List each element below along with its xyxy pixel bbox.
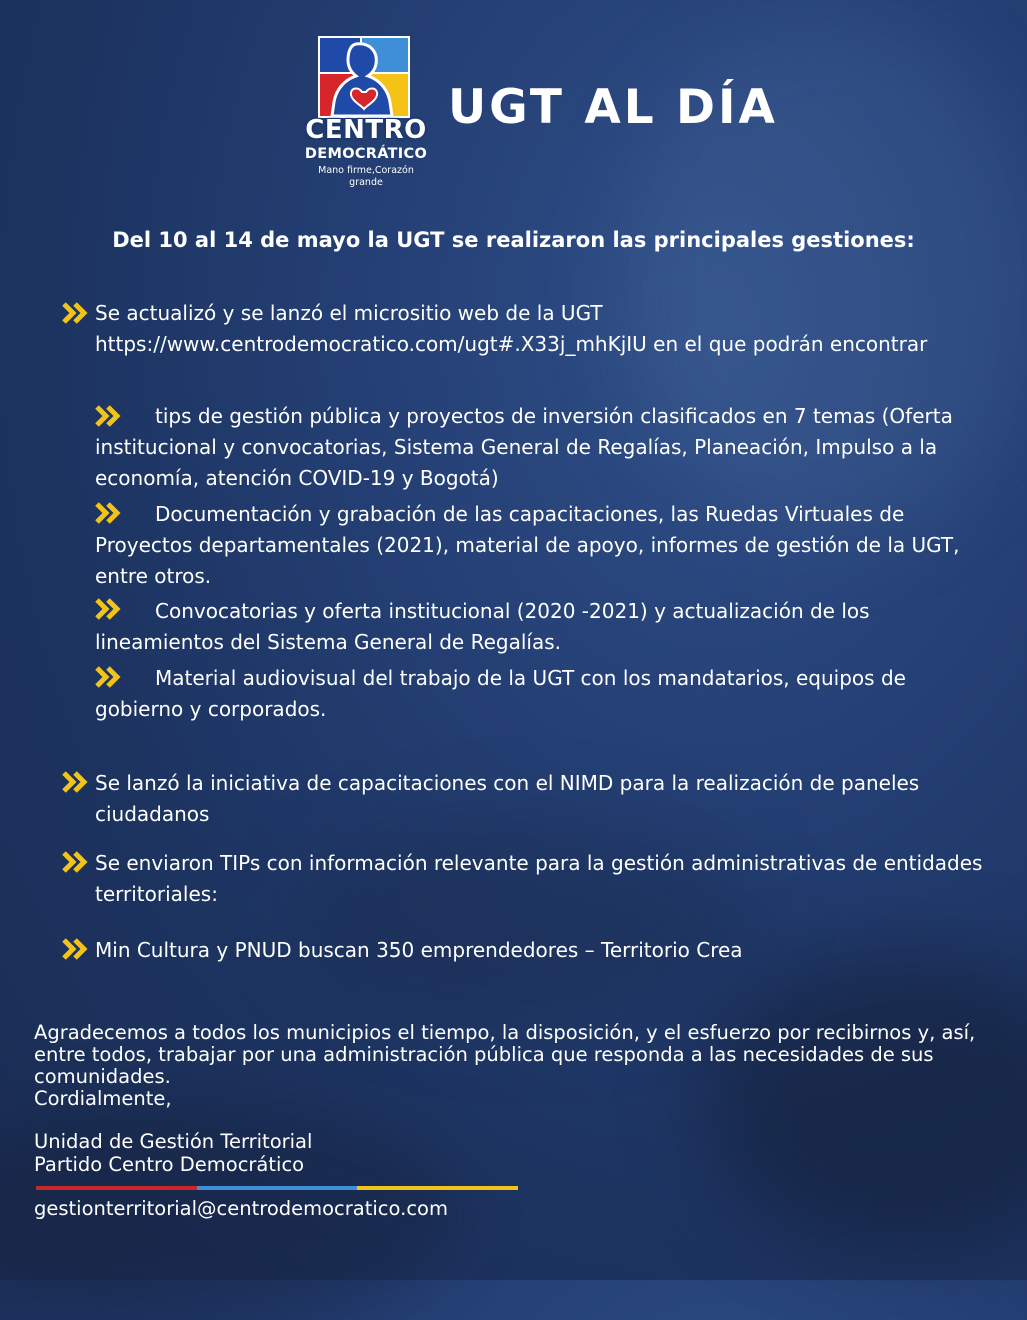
divider-yellow [357, 1186, 518, 1190]
sub-list-item-text: Documentación y grabación de las capacitaciones, las Ruedas Virtuales de Proyectos departamentales (2021), material de apoyo, informes de gestión de la UGT, entre otros. [95, 502, 960, 588]
logo-wordmark: CENTRO [305, 115, 427, 145]
salutation: Cordialmente, [34, 1087, 172, 1110]
double-chevron-right-icon [62, 771, 90, 793]
list-item [95, 848, 995, 910]
party-logo [300, 36, 432, 186]
sub-list-item-text: Convocatorias y oferta institucional (2020 -2021) y actualización de los lineamientos del Sistema General de Regalías. [95, 599, 870, 654]
sub-list-item [95, 663, 975, 725]
double-chevron-right-icon [62, 851, 90, 873]
flag-silhouette-icon [318, 36, 410, 118]
flag-divider [36, 1186, 518, 1190]
list-item [95, 768, 995, 830]
divider-blue [197, 1186, 358, 1190]
signature-unit: Unidad de Gestión Territorial [34, 1130, 313, 1153]
double-chevron-right-icon [62, 938, 90, 960]
list-item-text: Min Cultura y PNUD buscan 350 emprendedores – Territorio Crea [95, 938, 743, 962]
list-item [95, 298, 995, 360]
sub-list-item-text: Material audiovisual del trabajo de la UGT con los mandatarios, equipos de gobierno y corporados. [95, 666, 906, 721]
intro-heading: Del 10 al 14 de mayo la UGT se realizaron las principales gestiones: [112, 228, 915, 252]
list-item [95, 935, 995, 966]
logo-subwordmark: DEMOCRÁTICO [304, 146, 428, 162]
background-shadow [700, 950, 1027, 1250]
closing-paragraph: Agradecemos a todos los municipios el tiempo, la disposición, y el esfuerzo por recibirnos y, así, entre todos, trabajar por una administración pública que responda a las necesidades de sus comunidades. [34, 1021, 976, 1088]
signature-party: Partido Centro Democrático [34, 1153, 305, 1176]
sub-list-item [95, 596, 975, 658]
list-item-text: Se enviaron TIPs con información relevante para la gestión administrativas de entidades territoriales: [95, 851, 983, 906]
page-title: UGT AL DÍA [448, 80, 778, 135]
divider-red [36, 1186, 197, 1190]
contact-email: gestionterritorial@centrodemocratico.com [34, 1197, 448, 1220]
list-item-text: Se lanzó la iniciativa de capacitaciones con el NIMD para la realización de paneles ciudadanos [95, 771, 920, 826]
sub-list-item [95, 401, 975, 494]
logo-slogan: Mano firme,Corazón grande [318, 165, 414, 188]
sub-list-item-text: tips de gestión pública y proyectos de inversión clasificados en 7 temas (Oferta institucional y convocatorias, Sistema General de Regalías, Planeación, Impulso a la economía, atención COVID-19 y Bogotá) [95, 404, 953, 490]
double-chevron-right-icon [62, 302, 90, 324]
sub-list-item [95, 499, 975, 592]
list-item-text: Se actualizó y se lanzó el micrositio web de la UGT https://www.centrodemocratico.com/ugt#.X33j_mhKjIU en el que podrán encontrar [95, 301, 928, 356]
